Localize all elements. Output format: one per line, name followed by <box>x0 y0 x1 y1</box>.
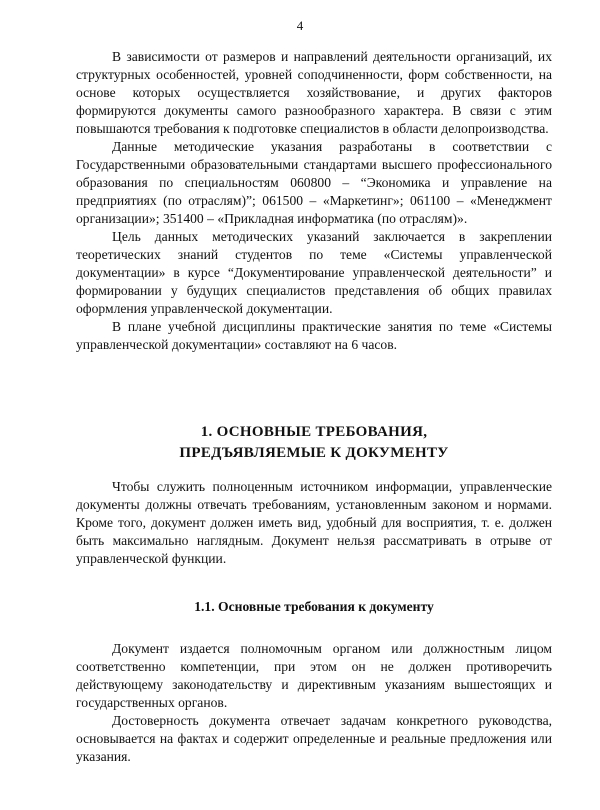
section-heading-line-2: ПРЕДЪЯВЛЯЕМЫЕ К ДОКУМЕНТУ <box>179 445 449 461</box>
intro-paragraph-2: Данные методические указания разработаны в соответствии с Государственными образовательными стандартами высшего профессионального образования по специальностям 060800 – “Экономика и управление на предприятиях (по отраслям)”; 061500 – «Маркетинг»; 061100 – «Менеджмент организации»; 351400 – «Прикладная информатика (по отраслям)». <box>76 139 552 226</box>
section-heading-line-1: 1. ОСНОВНЫЕ ТРЕБОВАНИЯ, <box>200 424 428 440</box>
section-paragraph: Чтобы служить полноценным источником информации, управленческие документы должны отвечать требованиям, установленным законом и нормами. Кроме того, документ должен иметь вид, удобный для восприятия, т. е. должен быть максимально наглядным. Документ нельзя рассматривать в отрыве от управленческой функции. <box>76 479 552 566</box>
section-body <box>76 478 552 568</box>
intro-paragraph-1: В зависимости от размеров и направлений деятельности организаций, их структурных особенностей, уровней соподчиненности, форм собственности, на основе которых осуществляется хозяйствование, и других факторов формируются документы самого разнообразного характера. В связи с этим повышаются требования к подготовке специалистов в области делопроизводства. <box>76 49 552 136</box>
subsection-paragraph-1: Документ издается полномочным органом или должностным лицом соответственно компетенции, при этом он не должен противоречить действующему законодательству и директивным указаниям вышестоящих и государственных органов. <box>76 641 552 710</box>
intro-paragraph-3: Цель данных методических указаний заключается в закреплении теоретических знаний студентов по теме «Системы управленческой документации» в курсе “Документирование управленческой деятельности” и формировании у будущих специалистов представления об общих правилах оформления управленческой документации. <box>76 229 552 316</box>
subsection-body <box>76 640 552 766</box>
page-content <box>76 48 552 766</box>
page-number: 4 <box>296 18 304 33</box>
subsection-paragraph-2: Достоверность документа отвечает задачам конкретного руководства, основывается на фактах и содержит определенные и реальные предложения или указания. <box>76 713 552 764</box>
section-heading <box>76 422 552 464</box>
subsection-heading: 1.1. Основные требования к документу <box>194 599 434 614</box>
intro-paragraph-4: В плане учебной дисциплины практические занятия по теме «Системы управленческой документации» составляют на 6 часов. <box>76 319 552 352</box>
